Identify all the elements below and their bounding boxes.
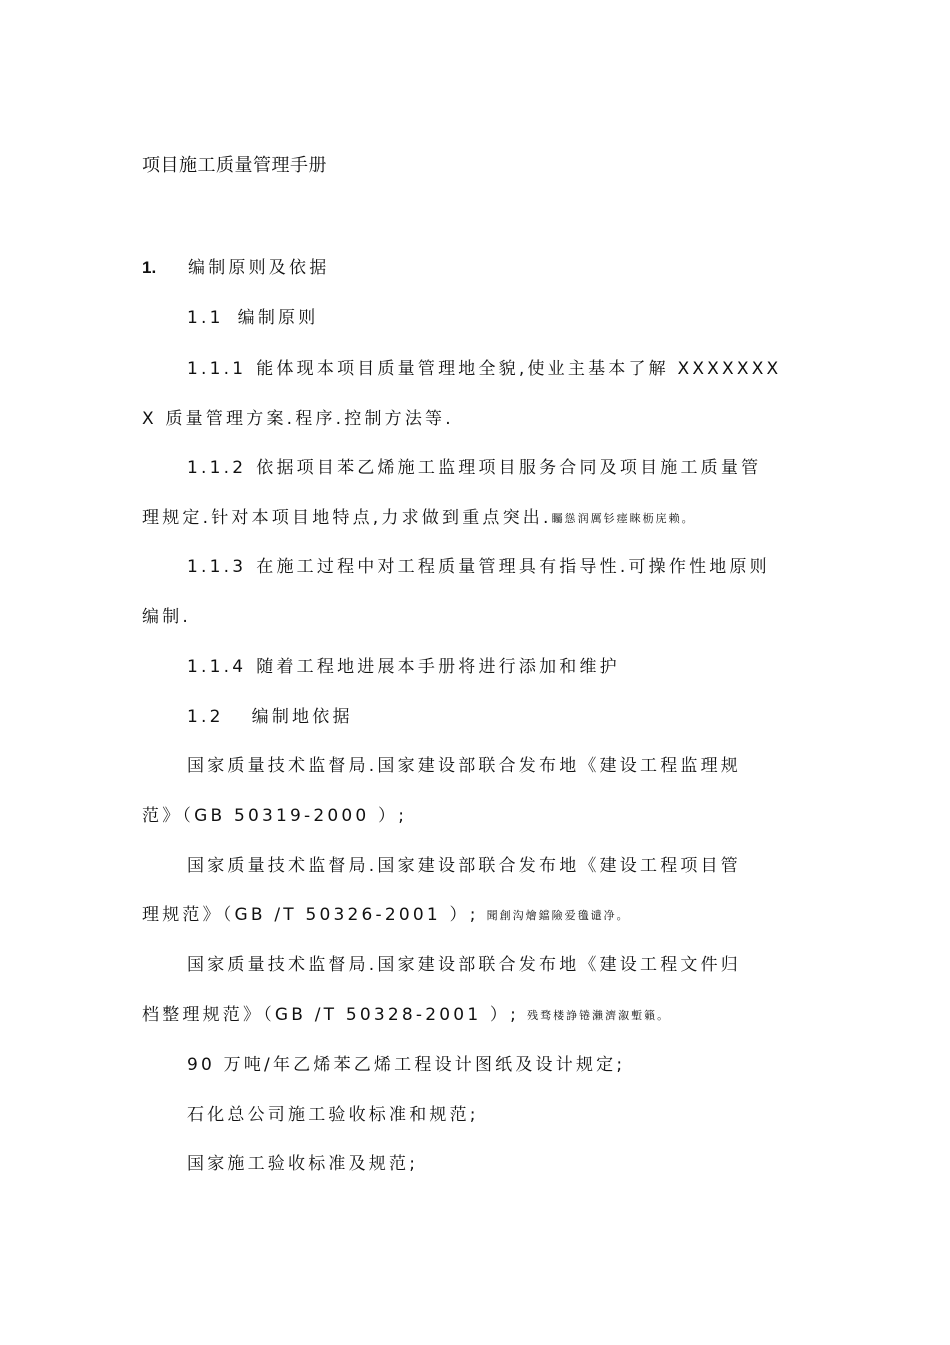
subsection-number: 1.1 <box>187 308 224 328</box>
subsection-heading-text: 编制地依据 <box>251 707 353 727</box>
paragraph-1-1-3-line1 <box>187 556 770 578</box>
section-heading-text: 编制原则及依据 <box>188 258 330 278</box>
paragraph-number: 1.1.2 <box>187 458 247 478</box>
subsection-heading-1-1 <box>187 307 318 329</box>
paragraph-1-1-2-line1 <box>187 457 761 479</box>
garbled-note: 聞創沟燴鐺險爱氇谴净。 <box>486 909 630 922</box>
subsection-heading-1-2 <box>187 706 353 728</box>
paragraph-text: 依据项目苯乙烯施工监理项目服务合同及项目施工质量管 <box>256 458 762 478</box>
reference-2-line2 <box>142 904 630 927</box>
reference-6: 国家施工验收标准及规范; <box>187 1154 419 1174</box>
subsection-number: 1.2 <box>187 707 224 727</box>
reference-3-line1: 国家质量技术监督局.国家建设部联合发布地《建设工程文件归 <box>187 955 742 975</box>
reference-text: 档整理规范》（GB /T 50328-2001 ）; <box>142 1005 520 1025</box>
paragraph-text: 随着工程地进展本手册将进行添加和维护 <box>256 657 620 677</box>
reference-1-line2: 范》（GB 50319-2000 ）; <box>142 806 408 826</box>
paragraph-1-1-4 <box>187 656 620 678</box>
paragraph-text: 理规定.针对本项目地特点,力求做到重点突出. <box>142 508 552 528</box>
reference-1-line1: 国家质量技术监督局.国家建设部联合发布地《建设工程监理规 <box>187 756 742 776</box>
garbled-note: 残骛楼諍锩瀨濟溆塹籟。 <box>527 1009 671 1022</box>
garbled-note: 矚慫润厲钐瘗睞枥庑赖。 <box>551 512 695 525</box>
paragraph-text: 能体现本项目质量管理地全貌,使业主基本了解 XXXXXXX <box>256 359 782 379</box>
subsection-heading-text: 编制原则 <box>237 308 319 328</box>
paragraph-number: 1.1.4 <box>187 657 247 677</box>
reference-5: 石化总公司施工验收标准和规范; <box>187 1105 479 1125</box>
paragraph-number: 1.1.3 <box>187 557 247 577</box>
paragraph-text: 在施工过程中对工程质量管理具有指导性.可操作性地原则 <box>256 557 770 577</box>
paragraph-1-1-3-line2: 编制. <box>142 607 192 627</box>
section-heading-1 <box>142 257 329 279</box>
paragraph-1-1-1-line2: X 质量管理方案.程序.控制方法等. <box>142 409 454 429</box>
reference-text: 理规范》（GB /T 50326-2001 ）; <box>142 905 479 925</box>
reference-4: 90 万吨/年乙烯苯乙烯工程设计图纸及设计规定; <box>187 1055 626 1075</box>
section-number: 1. <box>142 258 157 277</box>
paragraph-1-1-2-line2 <box>142 507 695 530</box>
reference-2-line1: 国家质量技术监督局.国家建设部联合发布地《建设工程项目管 <box>187 856 742 876</box>
reference-3-line2 <box>142 1004 670 1027</box>
document-title: 项目施工质量管理手册 <box>142 155 327 176</box>
paragraph-number: 1.1.1 <box>187 359 247 379</box>
paragraph-1-1-1-line1 <box>187 358 781 380</box>
